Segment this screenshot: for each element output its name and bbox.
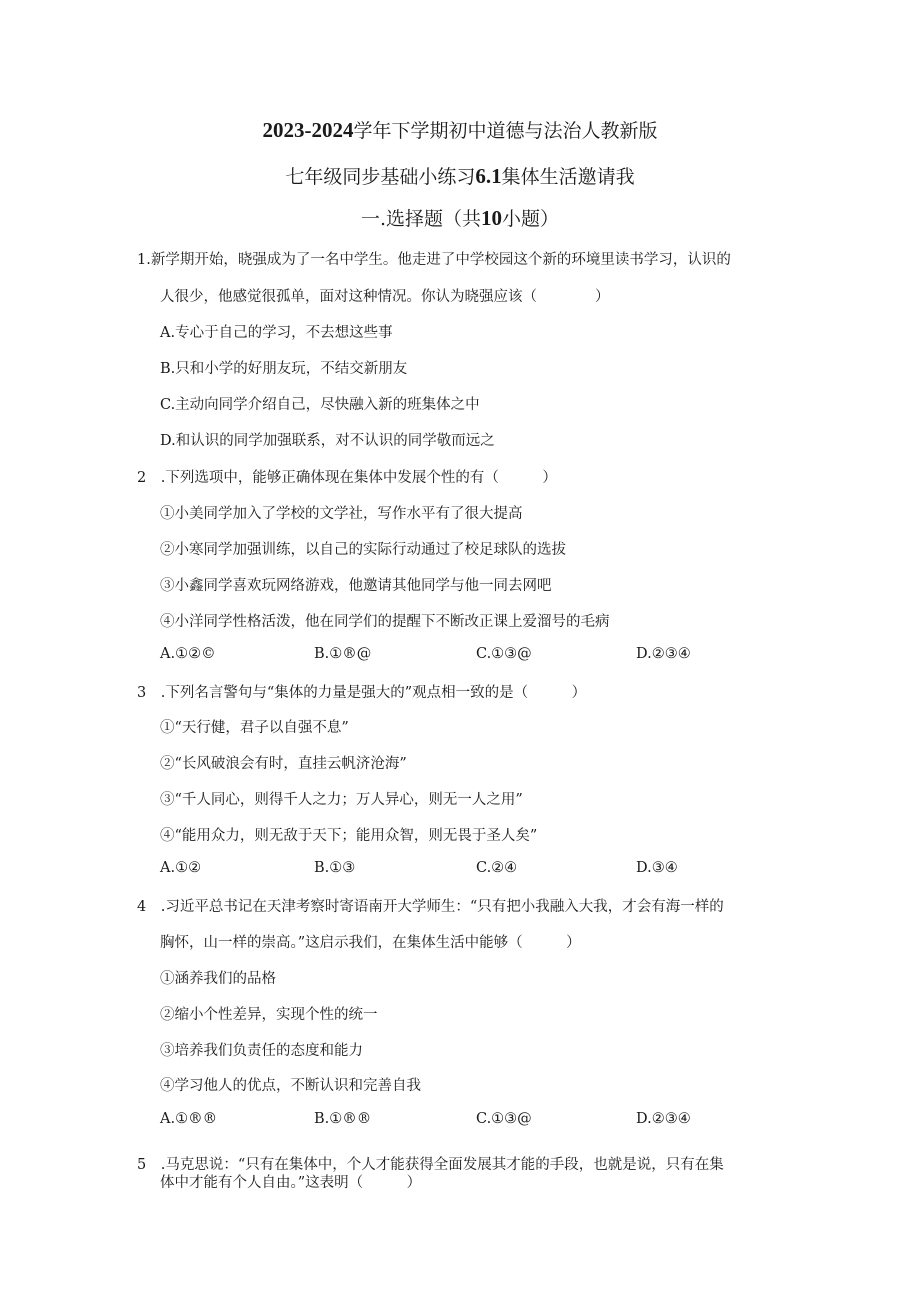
q3-statement-2: ②“长风破浪会有时，直挂云帆济沧海” <box>160 756 407 772</box>
q1-stem-line1: 1.新学期开始，晓强成为了一名中学生。他走进了中学校园这个新的环境里读书学习，认识的 <box>137 252 731 268</box>
section-heading-a: 一.选择题（共 <box>360 208 482 230</box>
q2-statement-3: ③小鑫同学喜欢玩网络游戏，他邀请其他同学与他一同去网吧 <box>160 578 552 594</box>
q2-stem: 2 .下列选项中，能够正确体现在集体中发展个性的有（ ） <box>137 470 557 486</box>
q2-statement-1: ①小美同学加入了学校的文学社，写作水平有了很大提高 <box>160 506 523 522</box>
q3-option-b: B.①③ <box>314 860 356 876</box>
q5-stem-line1: 5 .马克思说：“只有在集体中，个人才能获得全面发展其才能的手段，也就是说，只有在集 <box>137 1157 724 1173</box>
q2-option-d: D.②③④ <box>636 646 691 662</box>
q3-statement-4: ④“能用众力，则无敌于天下；能用众智，则无畏于圣人矣” <box>160 828 538 844</box>
q1-stem-line2: 人很少，他感觉很孤单，面对这种情况。你认为晓强应该（ ） <box>160 289 610 305</box>
q2-option-c: C.①③@ <box>476 646 532 662</box>
q4-stem-line2: 胸怀，山一样的崇高。”这启示我们，在集体生活中能够（ ） <box>160 935 581 951</box>
q2-option-b: B.①®@ <box>314 646 372 662</box>
q5-stem-line2: 体中才能有个人自由。”这表明（ ） <box>160 1175 422 1191</box>
subtitle-num: 6.1 <box>475 164 502 188</box>
q4-statement-4: ④学习他人的优点，不断认识和完善自我 <box>160 1078 421 1094</box>
q4-statement-2: ②缩小个性差异，实现个性的统一 <box>160 1007 378 1023</box>
q4-option-c: C.①③@ <box>476 1111 532 1127</box>
q4-statement-1: ①涵养我们的品格 <box>160 971 276 987</box>
q4-option-d: D.②③④ <box>636 1111 691 1127</box>
q3-option-d: D.③④ <box>636 860 678 876</box>
q3-stem: 3 .下列名言警句与“集体的力量是强大的”观点相一致的是（ ） <box>137 685 587 701</box>
q3-option-a: A.①② <box>160 860 202 876</box>
subtitle-a: 七年级同步基础小练习 <box>285 166 476 188</box>
q4-option-b: B.①®® <box>314 1111 372 1127</box>
title-text: 学年下学期初中道德与法治人教新版 <box>353 120 658 142</box>
document-title-line1 <box>0 116 920 143</box>
q2-statement-2: ②小寒同学加强训练，以自己的实际行动通过了校足球队的选拔 <box>160 542 566 558</box>
q2-option-a: A.①②© <box>160 646 216 662</box>
q3-statement-1: ①“天行健，君子以自强不息” <box>160 720 349 736</box>
q1-option-b: B.只和小学的好朋友玩，不结交新朋友 <box>160 361 408 377</box>
document-title-line2 <box>0 162 920 189</box>
subtitle-b: 集体生活邀请我 <box>501 166 635 188</box>
title-year: 2023-2024 <box>262 118 354 142</box>
q1-option-c: C.主动向同学介绍自己，尽快融入新的班集体之中 <box>160 397 480 413</box>
section-count: 10 <box>481 206 503 230</box>
q1-option-d: D.和认识的同学加强联系，对不认识的同学敬而远之 <box>160 433 495 449</box>
section-heading-b: 小题） <box>502 208 560 230</box>
q3-statement-3: ③“千人同心，则得千人之力；万人异心，则无一人之用” <box>160 792 523 808</box>
q3-option-c: C.②④ <box>476 860 518 876</box>
q1-option-a: A.专心于自己的学习，不去想这些事 <box>160 325 393 341</box>
q2-statement-4: ④小洋同学性格活泼，他在同学们的提醒下不断改正课上爱溜号的毛病 <box>160 614 610 630</box>
q4-statement-3: ③培养我们负责任的态度和能力 <box>160 1043 363 1059</box>
section-heading <box>0 204 920 231</box>
q4-stem-line1: 4 .习近平总书记在天津考察时寄语南开大学师生：“只有把小我融入大我，才会有海一样的 <box>137 899 724 915</box>
q4-option-a: A.①®® <box>160 1111 218 1127</box>
